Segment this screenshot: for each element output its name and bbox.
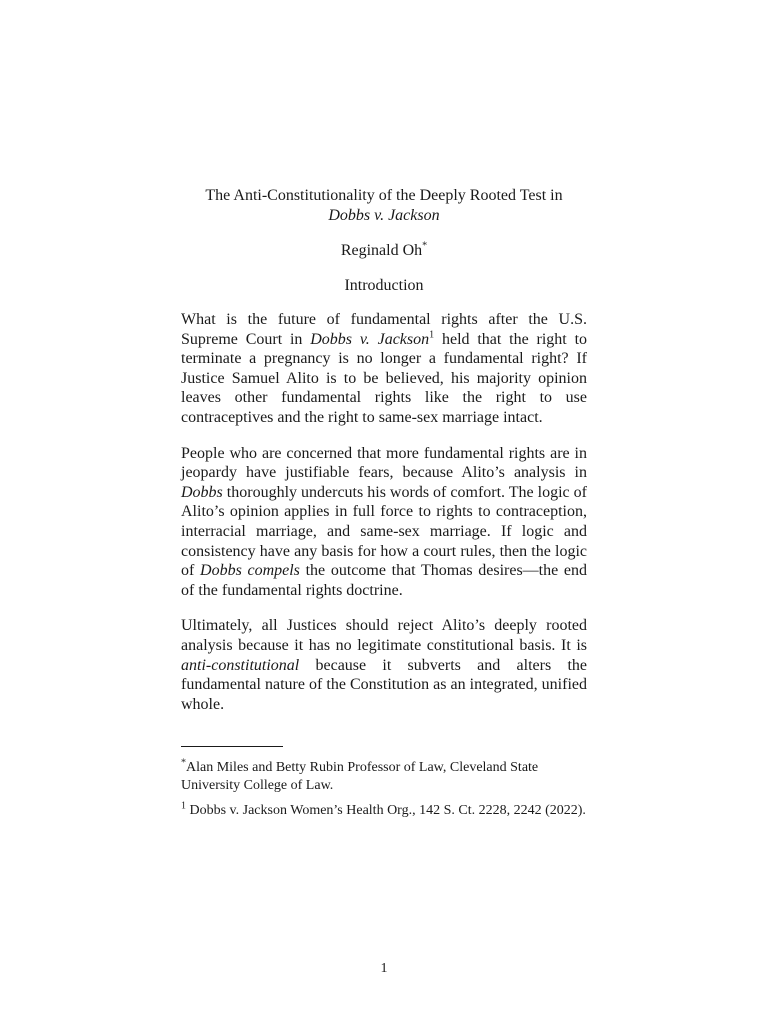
paper-title [181, 186, 587, 226]
author-footnote-marker: * [422, 240, 428, 252]
paragraph-1-case: Dobbs v. Jackson [310, 330, 430, 348]
paragraph-3-text-b: because it subverts and alters the fundamental nature of the Constitution as an integrated, unified whole. [181, 656, 587, 713]
footnote-ref-1: 1 [429, 329, 435, 341]
footnote-divider [181, 746, 283, 747]
footnote-1-text: Dobbs v. Jackson Women’s Health Org., 142 S. Ct. 2228, 2242 (2022). [186, 803, 586, 818]
author-name: Reginald Oh [340, 242, 423, 259]
paragraph-1-text-b: held that the right to terminate a pregnancy is no longer a fundamental right? If Justice Samuel Alito is to be believed, his majority opinion leaves other fundamental rights like the right to use contraceptives and the right to same-sex marriage intact. [181, 330, 588, 426]
section-heading: Introduction [344, 277, 424, 294]
footnotes [181, 759, 587, 828]
footnote-1-marker: 1 [181, 800, 186, 812]
paragraph-1-text-a: What is the future of fundamental rights after the U.S. Supreme Court in [181, 311, 587, 348]
paragraph-3-text-a: Ultimately, all Justices should reject Alito’s deeply rooted analysis because it has no legitimate constitutional basis. It is [181, 617, 587, 654]
paragraph-2-emphasis: Dobbs compels [200, 562, 300, 580]
paragraph-2 [181, 444, 587, 601]
paragraph-1 [181, 310, 587, 428]
paragraph-2-text-b: thoroughly undercuts his words of comfort. The logic of Alito’s opinion applies in full force to rights to contraception, interracial marriage, and same-sex marriage. If logic and consistency have any basis for how a court rules, then the logic of [181, 483, 587, 580]
footnote-1 [181, 802, 587, 820]
paragraph-3-emphasis: anti-constitutional [181, 656, 300, 674]
paragraph-2-text-a: People who are concerned that more fundamental rights are in jeopardy have justifiable fears, because Alito’s analysis in [181, 444, 587, 482]
author-line [181, 241, 587, 261]
page-number: 1 [380, 961, 388, 976]
footnote-star [181, 759, 587, 794]
footnote-star-text: Alan Miles and Betty Rubin Professor of Law, Cleveland State University College of Law. [181, 760, 539, 793]
paragraph-2-text-c: the outcome that Thomas desires—the end of the fundamental rights doctrine. [181, 562, 588, 599]
title-line-2 [181, 206, 587, 226]
title-case-name: Dobbs v. Jackson [328, 207, 440, 224]
title-line-1: The Anti-Constitutionality of the Deeply Rooted Test in [205, 187, 563, 204]
paragraph-3 [181, 616, 587, 714]
paragraph-2-case: Dobbs [181, 483, 223, 501]
footnote-star-marker: * [181, 757, 186, 769]
body-text [181, 310, 587, 730]
